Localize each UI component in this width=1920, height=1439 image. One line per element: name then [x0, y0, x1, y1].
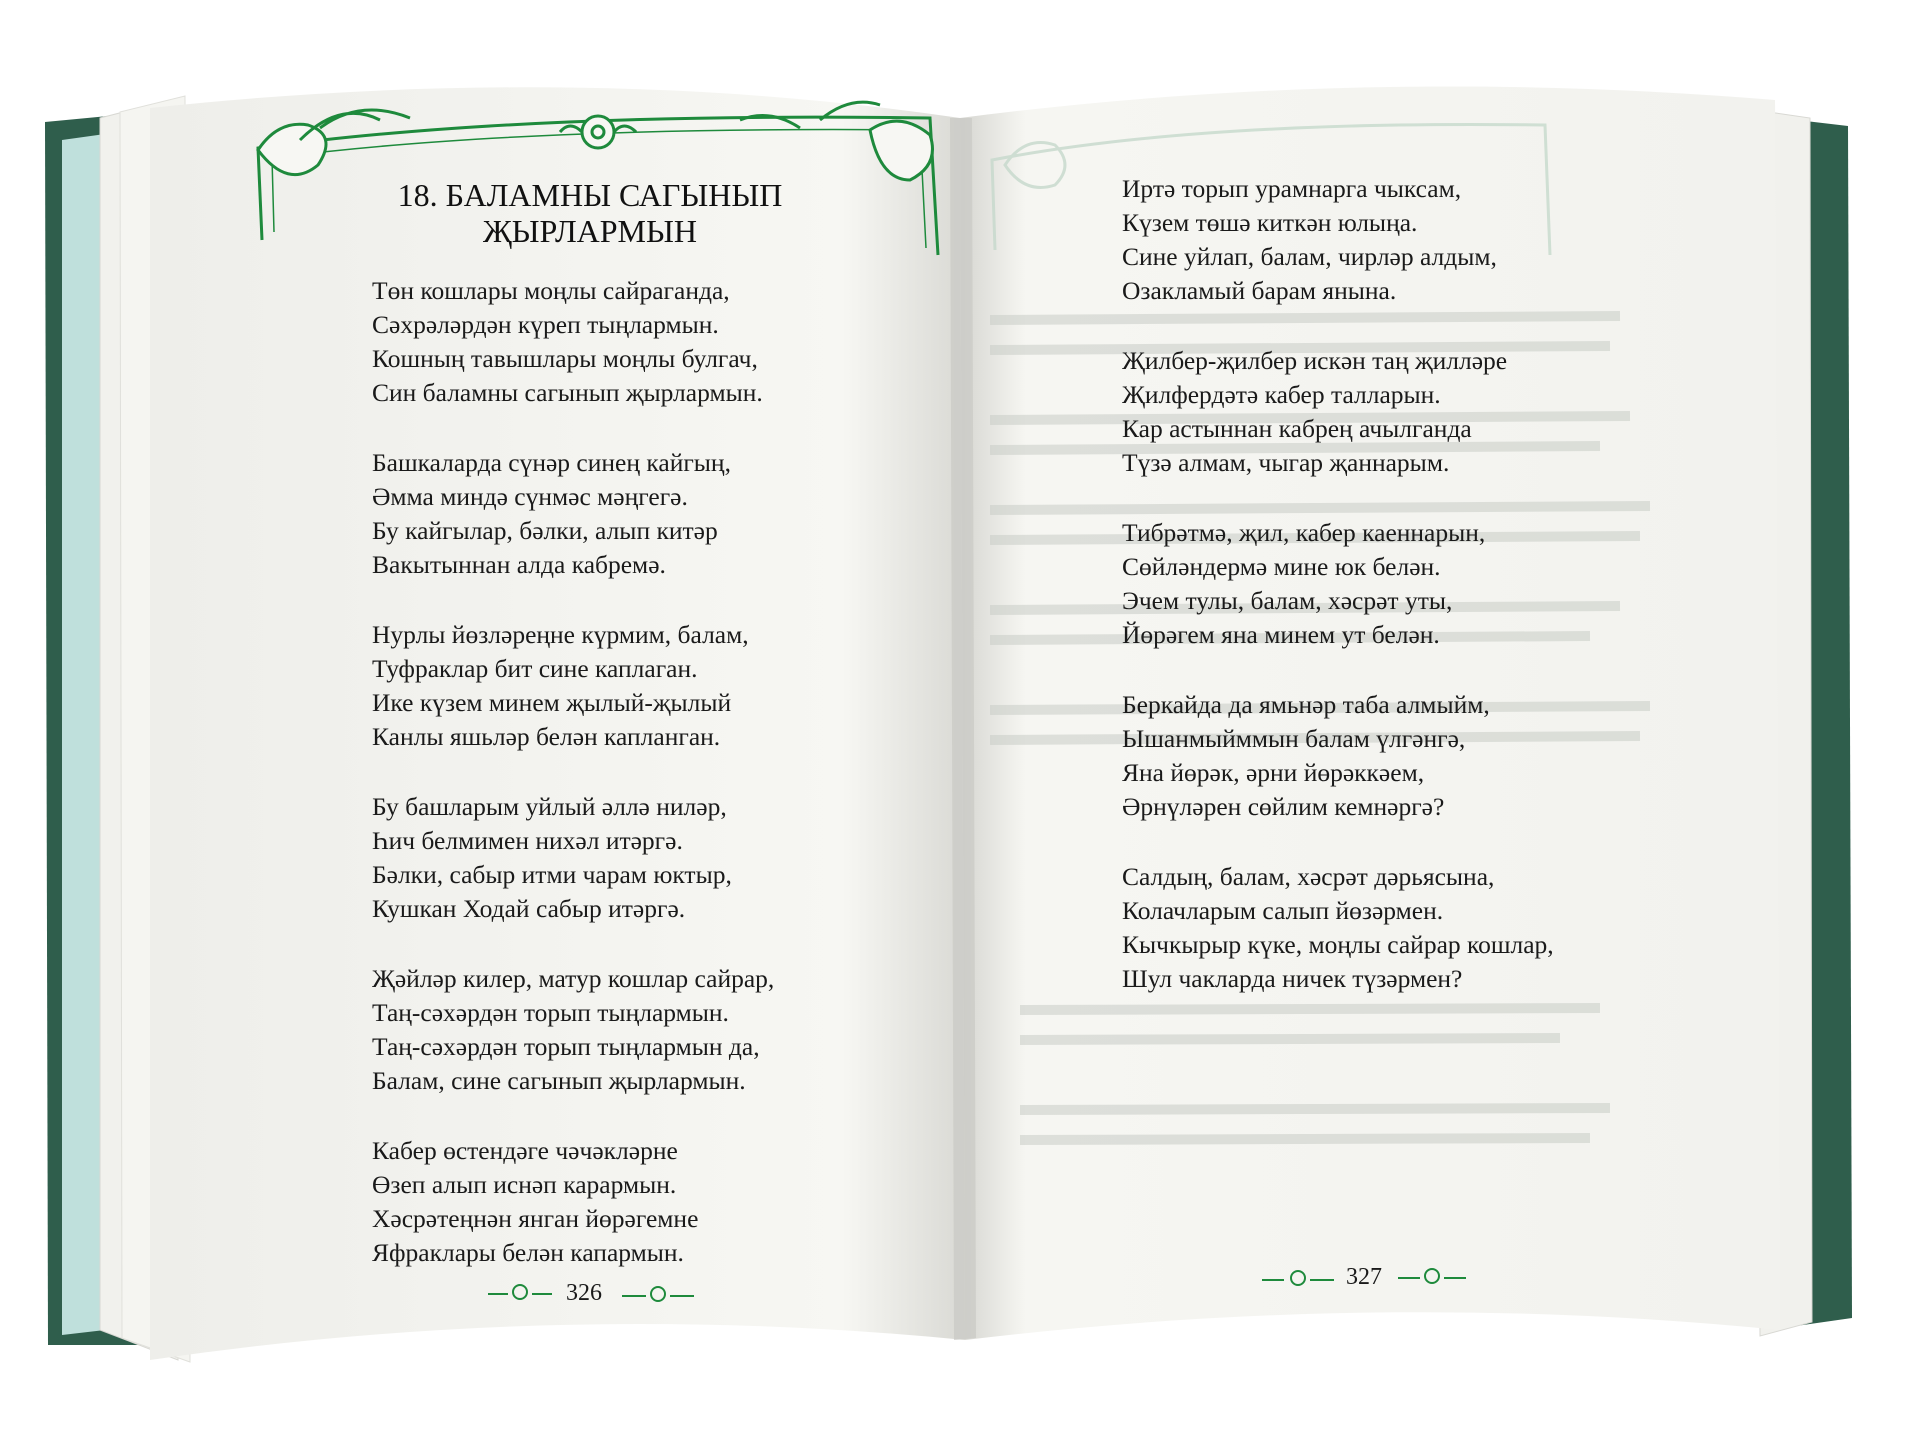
- poem-line: Сөйләндермә мине юк белән.: [1122, 552, 1441, 581]
- poem-title-line-2: ҖЫРЛАРМЫН: [482, 213, 698, 249]
- poem-line: Бу кайгылар, бәлки, алып китәр: [372, 516, 718, 545]
- poem-line: Түзә алмам, чыгар җаннарым.: [1122, 448, 1450, 477]
- stanza: [372, 962, 892, 1098]
- poem-line: Беркайда да ямьнәр таба алмыйм,: [1122, 690, 1490, 719]
- poem-line: Канлы яшьләр белән капланган.: [372, 722, 721, 751]
- poem-line: Яна йөрәк, әрни йөрәккәем,: [1122, 758, 1425, 787]
- poem-line: Нурлы йөзләреңне күрмим, балам,: [372, 620, 749, 649]
- poem-line: Җилфердәтә кабер талларын.: [1122, 380, 1441, 409]
- poem-line: Җәйләр килер, матур кошлар сайрар,: [372, 964, 775, 993]
- poem-line: Өзеп алып иснәп карармын.: [372, 1170, 677, 1199]
- stanza: [1122, 516, 1682, 652]
- stanza: [372, 446, 892, 582]
- poem-line: Кабер өстендәге чәчәкләрне: [372, 1136, 678, 1165]
- poem-line: Туфраклар бит сине каплаган.: [372, 654, 698, 683]
- poem-title-line-1: 18. БАЛАМНЫ САГЫНЫП: [397, 177, 783, 213]
- poem-line: Колачларым салып йөзәрмен.: [1122, 896, 1444, 925]
- poem-line: Вакытыннан алда кабремә.: [372, 550, 666, 579]
- stanza: [372, 1134, 892, 1270]
- poem-line: Төн кошлары моңлы сайраганда,: [372, 276, 730, 305]
- poem-line: Сине уйлап, балам, чирләр алдым,: [1122, 242, 1497, 271]
- poem-line: Әрнүләрен сөйлим кемнәргә?: [1122, 792, 1445, 821]
- poem-line: Салдың, балам, хәсрәт дәрьясына,: [1122, 862, 1495, 891]
- stanza: [1122, 688, 1682, 824]
- poem-line: Һич белмимен нихәл итәргә.: [372, 826, 683, 855]
- poem-line: Сәхрәләрдән күреп тыңлармын.: [372, 310, 719, 339]
- stanza: [1122, 860, 1682, 996]
- poem-line: Йөрәгем яна минем ут белән.: [1122, 620, 1440, 649]
- poem-line: Яфраклары белән капармын.: [372, 1238, 684, 1267]
- poem-line: Ике күзем минем җылый-җылый: [372, 688, 732, 717]
- poem-line: Күзем төшә киткән юлыңа.: [1122, 208, 1418, 237]
- poem-line: Кар астыннан кабрең ачылганда: [1122, 414, 1472, 443]
- poem-line: Таң-сәхәрдән торып тыңлармын да,: [372, 1032, 760, 1061]
- page-number-right: 327: [1346, 1264, 1382, 1290]
- poem-line: Җилбер-җилбер искән таң җилләре: [1122, 346, 1508, 375]
- poem-line: Бу башларым уйлый әллә ниләр,: [372, 792, 727, 821]
- right-poem: [1122, 172, 1682, 1032]
- poem-line: Балам, сине сагынып җырлармын.: [372, 1066, 746, 1095]
- poem-line: Эчем тулы, балам, хәсрәт уты,: [1122, 586, 1453, 615]
- poem-line: Иртә торып урамнарга чыксам,: [1122, 174, 1462, 203]
- stanza: [372, 790, 892, 926]
- poem-line: Кушкан Ходай сабыр итәргә.: [372, 894, 686, 923]
- poem-line: Ышанмыйммын балам үлгәнгә,: [1122, 724, 1466, 753]
- stanza: [372, 274, 892, 410]
- poem-line: Кошның тавышлары моңлы булгач,: [372, 344, 758, 373]
- stanza: [1122, 172, 1682, 308]
- page-number-left: 326: [566, 1280, 602, 1306]
- poem-line: Син баламны сагынып җырлармын.: [372, 378, 763, 407]
- poem-line: Тибрәтмә, җил, кабер каеннарын,: [1122, 518, 1486, 547]
- poem-line: Кычкырыр күке, моңлы сайрар кошлар,: [1122, 930, 1554, 959]
- poem-line: Шул чакларда ничек түзәрмен?: [1122, 964, 1463, 993]
- poem-line: Әмма миндә сүнмәс мәңгегә.: [372, 482, 688, 511]
- poem-line: Бәлки, сабыр итми чарам юктыр,: [372, 860, 732, 889]
- poem-line: Озакламый барам янына.: [1122, 276, 1397, 305]
- poem-line: Таң-сәхәрдән торып тыңлармын.: [372, 998, 729, 1027]
- left-poem: [372, 274, 892, 1306]
- stanza: [1122, 344, 1682, 480]
- poem-line: Башкаларда сүнәр синең кайгың,: [372, 448, 731, 477]
- poem-line: Хәсрәтеңнән янган йөрәгемне: [372, 1204, 699, 1233]
- stanza: [372, 618, 892, 754]
